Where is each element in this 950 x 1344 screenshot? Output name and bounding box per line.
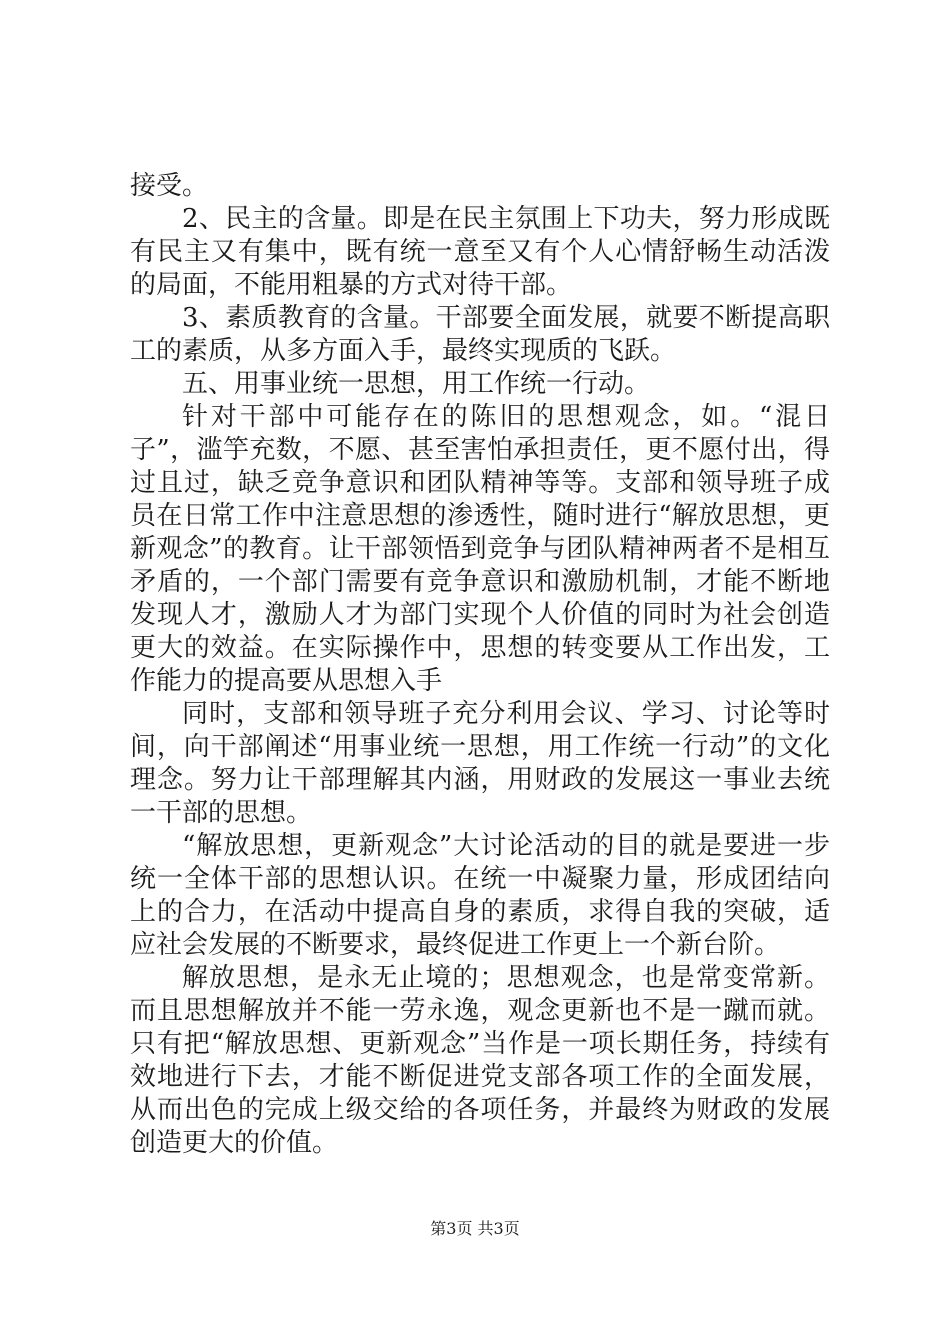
- document-body: [130, 170, 830, 1160]
- paragraph-meanwhile: 同时，支部和领导班子充分利用会议、学习、讨论等时间，向干部阐述“用事业统一思想，用工作统一行动”的文化理念。努力让干部理解其内涵，用财政的发展这一事业去统一干部的思想。: [130, 699, 830, 828]
- paragraph-conclusion: 解放思想，是永无止境的；思想观念，也是常变常新。而且思想解放并不能一劳永逸，观念更新也不是一蹴而就。只有把“解放思想、更新观念”当作是一项长期任务，持续有效地进行下去，才能不断促进党支部各项工作的全面发展，从而出色的完成上级交给的各项任务，并最终为财政的发展创造更大的价值。: [130, 963, 830, 1158]
- section-heading-five: 五、用事业统一思想，用工作统一行动。: [182, 369, 651, 399]
- page-number-footer: 第3页 共3页: [430, 1219, 520, 1238]
- paragraph-continuation: 接受。: [130, 171, 209, 201]
- paragraph-democracy: 2、民主的含量。即是在民主氛围上下功夫，努力形成既有民主又有集中，既有统一意至又有个人心情舒畅生动活泼的局面，不能用粗暴的方式对待干部。: [130, 204, 830, 300]
- paragraph-old-ideas: 针对干部中可能存在的陈旧的思想观念，如。“混日子”，滥竽充数，不愿、甚至害怕承担责任，更不愿付出，得过且过，缺乏竞争意识和团队精神等等。支部和领导班子成员在日常工作中注意思想的渗透性，随时进行“解放思想，更新观念”的教育。让干部领悟到竞争与团队精神两者不是相互矛盾的，一个部门需要有竞争意识和激励机制，才能不断地发现人才，激励人才为部门实现个人价值的同时为社会创造更大的效益。在实际操作中，思想的转变要从工作出发，工作能力的提高要从思想入手: [130, 402, 830, 696]
- paragraph-discussion-purpose: “解放思想，更新观念”大讨论活动的目的就是要进一步统一全体干部的思想认识。在统一中凝聚力量，形成团结向上的合力，在活动中提高自身的素质，求得自我的突破，适应社会发展的不断要求，最终促进工作更上一个新台阶。: [130, 831, 830, 960]
- paragraph-quality-education: 3、素质教育的含量。干部要全面发展，就要不断提高职工的素质，从多方面入手，最终实现质的飞跃。: [130, 303, 830, 366]
